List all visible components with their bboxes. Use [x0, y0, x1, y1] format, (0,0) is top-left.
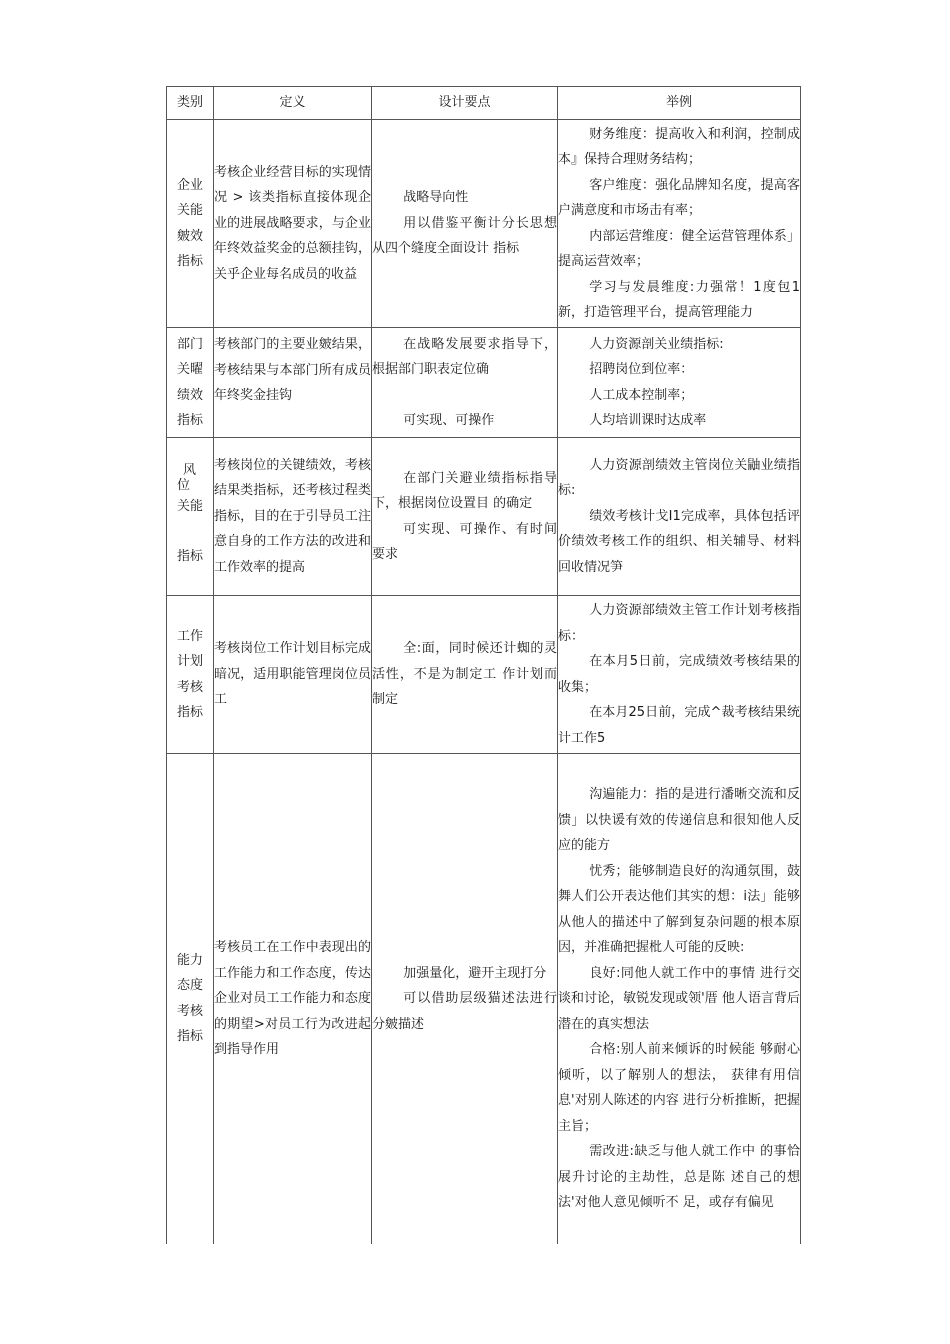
row-category: 风 位 关能 指标	[167, 438, 214, 596]
row-example: 人力资源剖关业绩指标: 招聘岗位到位率： 人工成本控制率； 人均培训课时达成率	[558, 328, 801, 438]
header-example: 举例	[558, 87, 801, 120]
row-example: 人力资源剖绩效主管岗位关鼬业绩指标: 绩效考核计戈I1完成率，具体包括评价绩效考核工作的组织、相关辅导、材料回收情况笋	[558, 438, 801, 596]
table-row	[167, 596, 801, 754]
row-design-points: 在战略发展要求指导下，根据部门职表定位确 可实现、可操作	[372, 328, 558, 438]
row-example: 人力资源部绩效主管工作计划考核指标： 在本月5日前，完成绩效考核结果的收集； 在本月25日前，完成^裁考核结果统计工作5	[558, 596, 801, 754]
row-definition: 考核企业经营目标的实现情况 > 该类指标直接体现企业的进展战略要求，与企业年终效益奖金的总额挂钩，关乎企业每名成员的收益	[214, 120, 372, 328]
row-design-points: 战略导向性 用以借鉴平衡计分长思想从四个缝度全面设计 指标	[372, 120, 558, 328]
row-example: 沟遍能力：指的是进行潘晰交流和反馈」以快谖有效的传递信息和很知他人反应的能方 忧秀；能够制造良好的沟通氛围，鼓舞人们公开表达他们其实的想：i法」能够从他人的描述中了解到复杂问题的根本原因，并准确把握枇人可能的反映: 良好:同他人就工作中的事情 进行交谈和讨论，敏锐发现或领'厝 他人语言背后潜在的真实想法 合格:别人前来倾诉的时候能 够耐心倾听，以了解别人的想法， 获律有用信息'对别人陈述的内容 进行分析推断，把握主旨； 需改进:缺乏与他人就工作中 的事恰展升讨论的主劫性，总是陈 述自己的想法'对他人意见倾听不 足，或存有偏见	[558, 754, 801, 1244]
row-design-points: 在部门关避业绩指标指导下，根据岗位设置目 的确定 可实现、可操作、有时间要求	[372, 438, 558, 596]
row-example: 财务维度：提高收入和利润，控制成本』保持合理财务结构； 客户维度：强化品牌知名度，提高客户满意度和市场击有率； 内部运营维度：健全运营管理体系」提高运营效率； 学习与发晨维度:力强常！1度包1新，打造管理平台，提高管理能力	[558, 120, 801, 328]
header-design-points: 设计要点	[372, 87, 558, 120]
table-header-row	[167, 87, 801, 120]
header-category: 类别	[167, 87, 214, 120]
table-row	[167, 754, 801, 1244]
header-definition: 定义	[214, 87, 372, 120]
row-category: 企业 关能 皴效 指标	[167, 120, 214, 328]
table-row	[167, 328, 801, 438]
table-row	[167, 438, 801, 596]
row-category: 部门 关曜 绩效 指标	[167, 328, 214, 438]
document-page	[166, 86, 800, 1244]
row-design-points: 全:面，同时候还计蜘的灵活性，不是为制定工 作计划而制定	[372, 596, 558, 754]
row-definition: 考核部门的主要业皴结果，考核结果与本部门所有成员年终奖金挂钩	[214, 328, 372, 438]
row-design-points: 加强量化，避开主现打分 可以借助层级猫述法进行分皴描述	[372, 754, 558, 1244]
row-category: 能力 态度 考核 指标	[167, 754, 214, 1244]
row-definition: 考核岗位工作计划目标完成暗况，适用职能管理岗位员工	[214, 596, 372, 754]
row-definition: 考核岗位的关键绩效，考核结果类指标，还考核过程类指标，目的在于引导员工注意自身的工作方法的改进和工作效率的提高	[214, 438, 372, 596]
row-category: 工作 计划 考核 指标	[167, 596, 214, 754]
row-definition: 考核员工在工作中表现出的工作能力和工作态度，传达企业对员工工作能力和态度的期望>对员工行为改进起到指导作用	[214, 754, 372, 1244]
table-row	[167, 120, 801, 328]
indicator-table	[166, 86, 801, 1244]
